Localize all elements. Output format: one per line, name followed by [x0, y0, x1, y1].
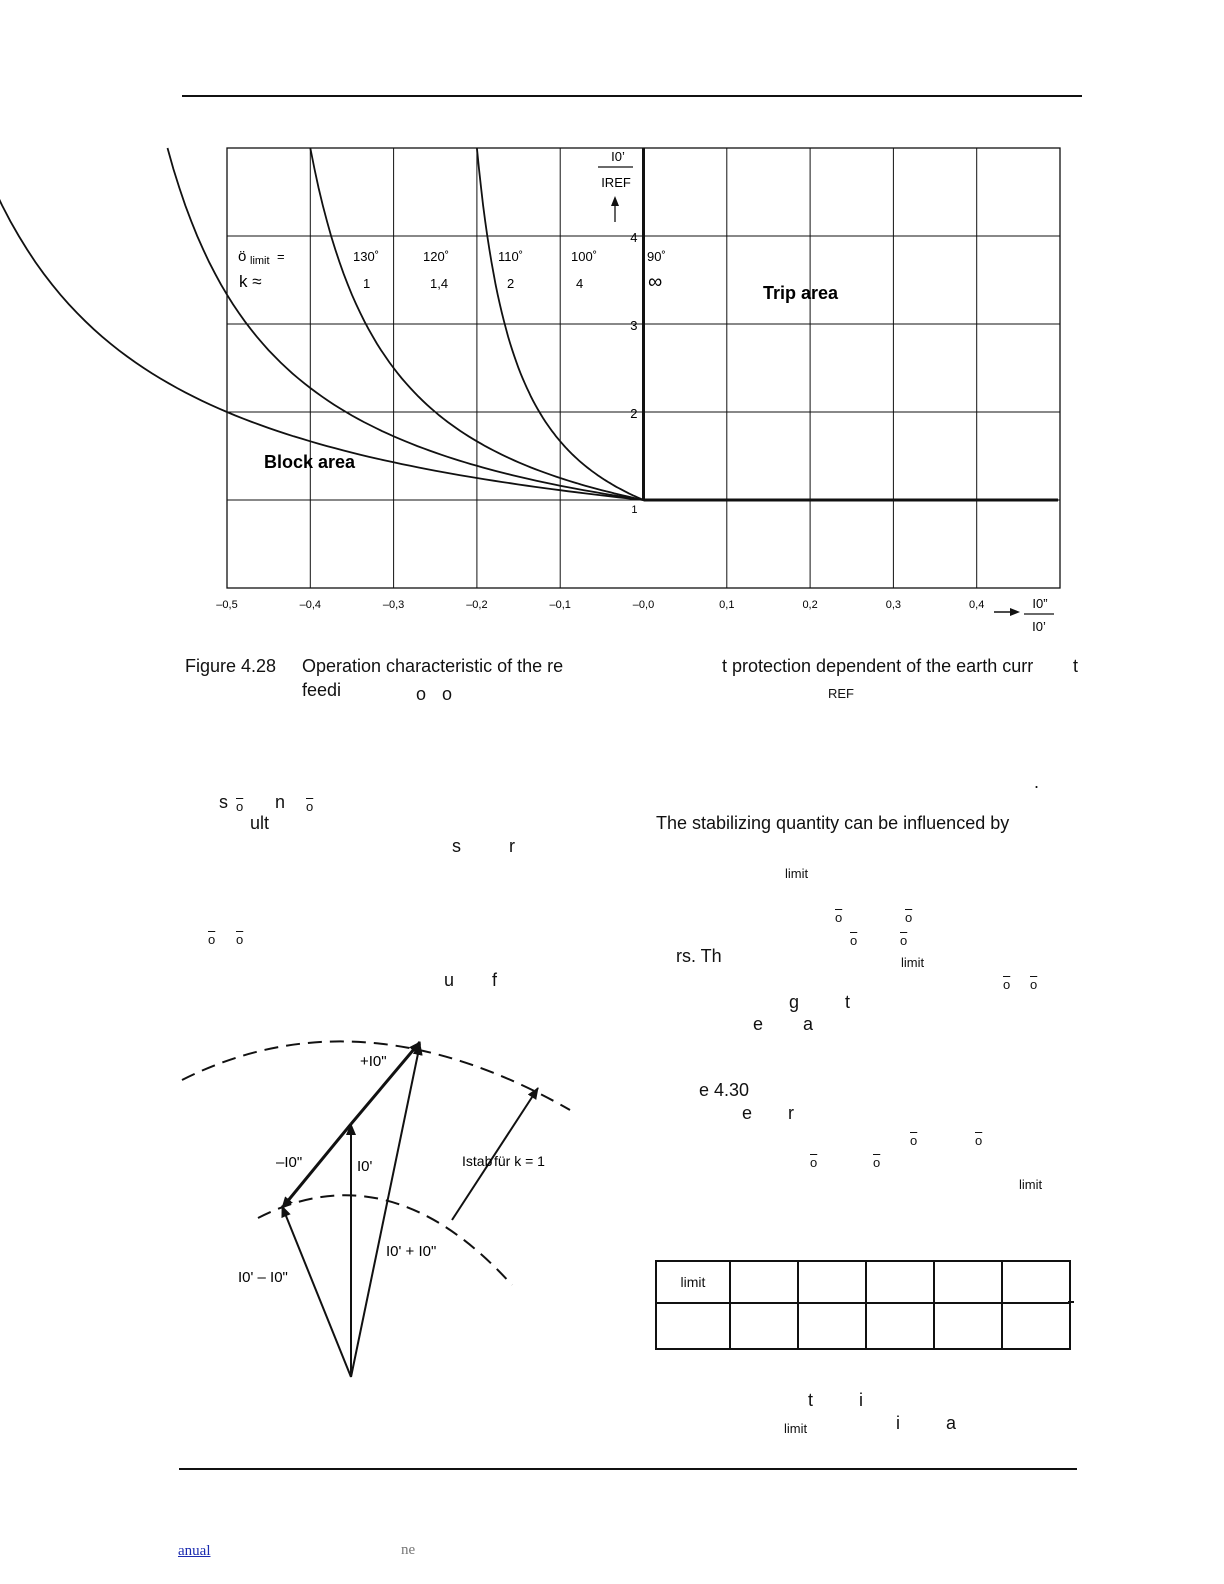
figure-caption-line1b: t protection dependent of the earth curr	[722, 656, 1034, 676]
table-cell	[934, 1303, 1002, 1349]
right-frag-e: e	[753, 1014, 764, 1034]
phi-limit-label: ö	[238, 248, 247, 265]
label-i0p: I0'	[357, 1158, 373, 1175]
right-frag-t2: t	[808, 1390, 814, 1410]
angle-label: 90˚	[647, 249, 666, 264]
y-axis-denominator: IREF	[601, 175, 631, 190]
figure-caption-line1: Operation characteristic of the re	[302, 656, 564, 676]
figure-number: Figure 4.28	[185, 656, 277, 676]
vector-diagram	[160, 1000, 760, 1420]
right-o-3: $\overline{o}$	[850, 933, 858, 948]
table-cell	[934, 1261, 1002, 1303]
right-frag-g: g	[789, 992, 800, 1012]
vector-i0p-plus-i0pp	[351, 1044, 420, 1377]
x-axis-numerator: I0”	[1032, 596, 1048, 611]
x-axis-arrowhead	[1010, 608, 1020, 616]
y-tick-label: 2	[630, 406, 638, 421]
left-frag-r: r	[509, 836, 515, 856]
y-tick-label: 3	[630, 318, 638, 333]
angle-label: 110˚	[498, 249, 524, 264]
right-frag-dot: .	[1034, 772, 1040, 792]
right-frag-a2: a	[946, 1413, 957, 1433]
label-plus-i0pp: +I0"	[360, 1053, 387, 1070]
right-frag-e430: e 4.30	[699, 1080, 750, 1100]
table-header-limit: limit	[656, 1261, 730, 1303]
x-tick-label: 0,2	[802, 599, 818, 611]
x-tick-label: –0,3	[382, 599, 405, 611]
figure-caption-ref: REF	[828, 686, 854, 701]
table-cell	[866, 1303, 934, 1349]
left-frag-s2: s	[452, 836, 461, 856]
x-tick-label: 0,3	[885, 599, 902, 611]
right-limit-2: limit	[901, 955, 925, 970]
label-istab: Istab	[462, 1153, 493, 1169]
angle-label: 100˚	[571, 249, 598, 264]
footer-link-text[interactable]: anual	[178, 1543, 211, 1559]
left-frag-u: u	[444, 970, 455, 990]
k-value-label: 1	[363, 276, 371, 291]
table-cell	[1002, 1261, 1070, 1303]
right-limit-3: limit	[1019, 1177, 1043, 1192]
figure-caption-line1c: t	[1073, 656, 1079, 676]
right-o-4: $\overline{o}$	[900, 933, 908, 948]
right-o-6: $\overline{o}$	[1030, 977, 1038, 992]
y-axis-arrowhead	[611, 196, 619, 206]
right-frag-rs-th: rs. Th	[676, 946, 722, 966]
right-o-8: $\overline{o}$	[975, 1133, 983, 1148]
k-value-label: 1,4	[430, 276, 449, 291]
y-axis-numerator: I0’	[611, 149, 625, 164]
block-area-label: Block area	[264, 452, 356, 472]
figure-caption-line2: feedi	[302, 680, 342, 700]
trip-area-label: Trip area	[763, 283, 839, 303]
right-frag-t: t	[845, 992, 851, 1012]
table-rule-overhang	[1068, 1301, 1074, 1303]
right-o-10: $\overline{o}$	[873, 1155, 881, 1170]
operation-characteristic-chart	[0, 0, 1224, 640]
table-cell	[798, 1303, 866, 1349]
table-cell	[1002, 1303, 1070, 1349]
left-frag-f: f	[492, 970, 498, 990]
x-tick-label: –0,5	[216, 599, 238, 611]
right-o-1: $\overline{o}$	[835, 910, 843, 925]
right-frag-r: r	[788, 1103, 794, 1123]
footer-gray-text: ne	[401, 1542, 416, 1558]
label-i0p-plus-i0pp: I0' + I0"	[386, 1243, 437, 1260]
y-tick-label: 1	[631, 504, 638, 516]
right-limit-1: limit	[785, 866, 809, 881]
right-limit-4: limit	[784, 1421, 808, 1436]
right-o-7: $\overline{o}$	[910, 1133, 918, 1148]
table-cell	[798, 1261, 866, 1303]
x-tick-label: 0,1	[719, 599, 735, 611]
right-frag-e2: e	[742, 1103, 753, 1123]
left-frag-o1: $\overline{o}$	[236, 799, 244, 814]
left-frag-s: s	[219, 792, 228, 812]
angle-label: 130˚	[353, 249, 380, 264]
k-value-label: 2	[507, 276, 515, 291]
stabilizing-text: The stabilizing quantity can be influenced by	[656, 813, 1010, 833]
right-frag-i: i	[859, 1390, 863, 1410]
label-fur-k: für k = 1	[494, 1153, 545, 1169]
k-value-label: 4	[576, 276, 584, 291]
label-minus-i0pp: –I0"	[276, 1154, 303, 1171]
figure-caption-line2b: o	[416, 684, 427, 704]
k-label: k ≈	[239, 272, 262, 291]
right-o-9: $\overline{o}$	[810, 1155, 818, 1170]
left-frag-o3: $\overline{o}$	[208, 932, 216, 947]
right-frag-a: a	[803, 1014, 814, 1034]
left-frag-n: n	[275, 792, 286, 812]
footer-manual-link[interactable]	[124, 1542, 266, 1560]
phi-limit-eq: =	[277, 249, 285, 264]
figure-caption-line2c: o	[442, 684, 453, 704]
right-o-2: $\overline{o}$	[905, 910, 913, 925]
x-tick-label: 0,4	[969, 599, 985, 611]
angle-label: 120˚	[423, 249, 450, 264]
right-frag-i2: i	[896, 1413, 900, 1433]
x-tick-label: –0,1	[549, 599, 571, 611]
x-tick-label: –0,4	[299, 599, 322, 611]
x-axis-denominator: I0’	[1032, 619, 1046, 634]
y-tick-label: 4	[630, 230, 638, 245]
left-frag-ult: ult	[250, 813, 270, 833]
footer-rule	[179, 1468, 1077, 1470]
vector-i0p-minus-i0pp	[282, 1206, 351, 1377]
outer-stab-arc	[182, 1041, 570, 1110]
k-value-label: ∞	[648, 271, 663, 293]
left-frag-o2: $\overline{o}$	[306, 799, 314, 814]
x-tick-label: –0,0	[632, 599, 655, 611]
x-tick-label: –0,2	[466, 599, 488, 611]
phi-limit-sub: limit	[250, 255, 270, 267]
label-i0p-minus-i0pp: I0' – I0"	[238, 1269, 288, 1286]
left-frag-o4: $\overline{o}$	[236, 932, 244, 947]
table-cell	[866, 1261, 934, 1303]
right-o-5: $\overline{o}$	[1003, 977, 1011, 992]
